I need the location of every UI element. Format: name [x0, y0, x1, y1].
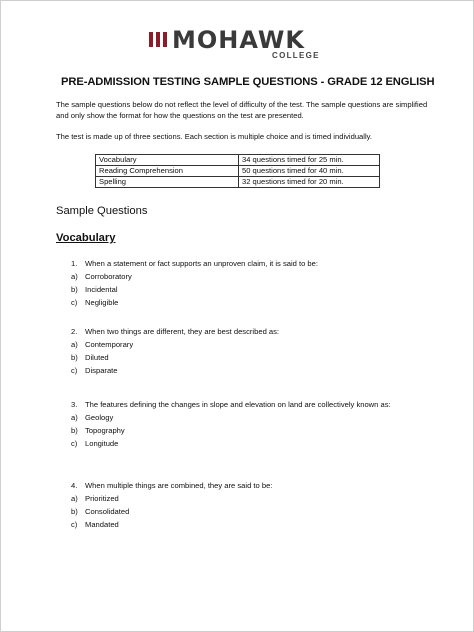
question-stem [71, 325, 411, 338]
question-stem [71, 479, 411, 492]
option-text: Prioritized [85, 494, 119, 503]
answer-option [71, 351, 411, 364]
section-detail: 32 questions timed for 20 min. [239, 177, 380, 188]
answer-option [71, 296, 411, 309]
mohawk-college-logo [149, 28, 329, 68]
intro-paragraph-1: The sample questions below do not reflect the level of difficulty of the test. The sample questions are simplified and only show the format for how the questions on the test are presented. [56, 100, 428, 120]
question-2 [71, 325, 411, 377]
question-text: When a statement or fact supports an unproven claim, it is said to be: [85, 259, 318, 268]
logo-wordmark: MOHAWK [172, 26, 305, 54]
intro-paragraph-2: The test is made up of three sections. Each section is multiple choice and is timed individually. [56, 132, 373, 141]
option-text: Longitude [85, 439, 119, 448]
question-number: 2. [71, 327, 78, 336]
question-text: When multiple things are combined, they are said to be: [85, 481, 273, 490]
question-stem [71, 398, 411, 411]
option-text: Topography [85, 426, 125, 435]
table-row [96, 177, 380, 188]
section-name: Vocabulary [96, 155, 239, 166]
option-letter: c) [71, 520, 78, 529]
option-text: Corroboratory [85, 272, 132, 281]
document-title: PRE-ADMISSION TESTING SAMPLE QUESTIONS - GRADE 12 ENGLISH [61, 76, 435, 88]
answer-option [71, 283, 411, 296]
answer-option [71, 338, 411, 351]
question-number: 3. [71, 400, 78, 409]
option-text: Negligible [85, 298, 119, 307]
option-letter: c) [71, 366, 78, 375]
option-text: Incidental [85, 285, 118, 294]
option-letter: a) [71, 413, 78, 422]
table-row [96, 155, 380, 166]
question-3 [71, 398, 411, 450]
logo-subtitle: COLLEGE [272, 51, 320, 60]
question-number: 1. [71, 259, 78, 268]
answer-option [71, 424, 411, 437]
option-letter: a) [71, 272, 78, 281]
section-detail: 34 questions timed for 25 min. [239, 155, 380, 166]
option-text: Contemporary [85, 340, 134, 349]
question-stem [71, 257, 411, 270]
answer-option [71, 492, 411, 505]
answer-option [71, 411, 411, 424]
answer-option [71, 518, 411, 531]
section-name: Reading Comprehension [96, 166, 239, 177]
vocabulary-heading: Vocabulary [56, 232, 116, 244]
option-letter: a) [71, 340, 78, 349]
question-text: The features defining the changes in slope and elevation on land are collectively known as: [85, 400, 391, 409]
sections-table [95, 154, 380, 188]
section-detail: 50 questions timed for 40 min. [239, 166, 380, 177]
option-letter: c) [71, 298, 78, 307]
section-name: Spelling [96, 177, 239, 188]
option-letter: b) [71, 285, 78, 294]
option-text: Geology [85, 413, 114, 422]
option-letter: b) [71, 426, 78, 435]
table-row [96, 166, 380, 177]
option-letter: b) [71, 507, 78, 516]
answer-option [71, 270, 411, 283]
option-text: Diluted [85, 353, 109, 362]
answer-option [71, 505, 411, 518]
option-text: Disparate [85, 366, 118, 375]
question-number: 4. [71, 481, 78, 490]
question-1 [71, 257, 411, 309]
option-letter: c) [71, 439, 78, 448]
answer-option [71, 364, 411, 377]
option-letter: a) [71, 494, 78, 503]
question-4 [71, 479, 411, 531]
sample-questions-heading: Sample Questions [56, 205, 148, 217]
option-text: Mandated [85, 520, 119, 529]
option-text: Consolidated [85, 507, 130, 516]
answer-option [71, 437, 411, 450]
question-text: When two things are different, they are best described as: [85, 327, 280, 336]
option-letter: b) [71, 353, 78, 362]
